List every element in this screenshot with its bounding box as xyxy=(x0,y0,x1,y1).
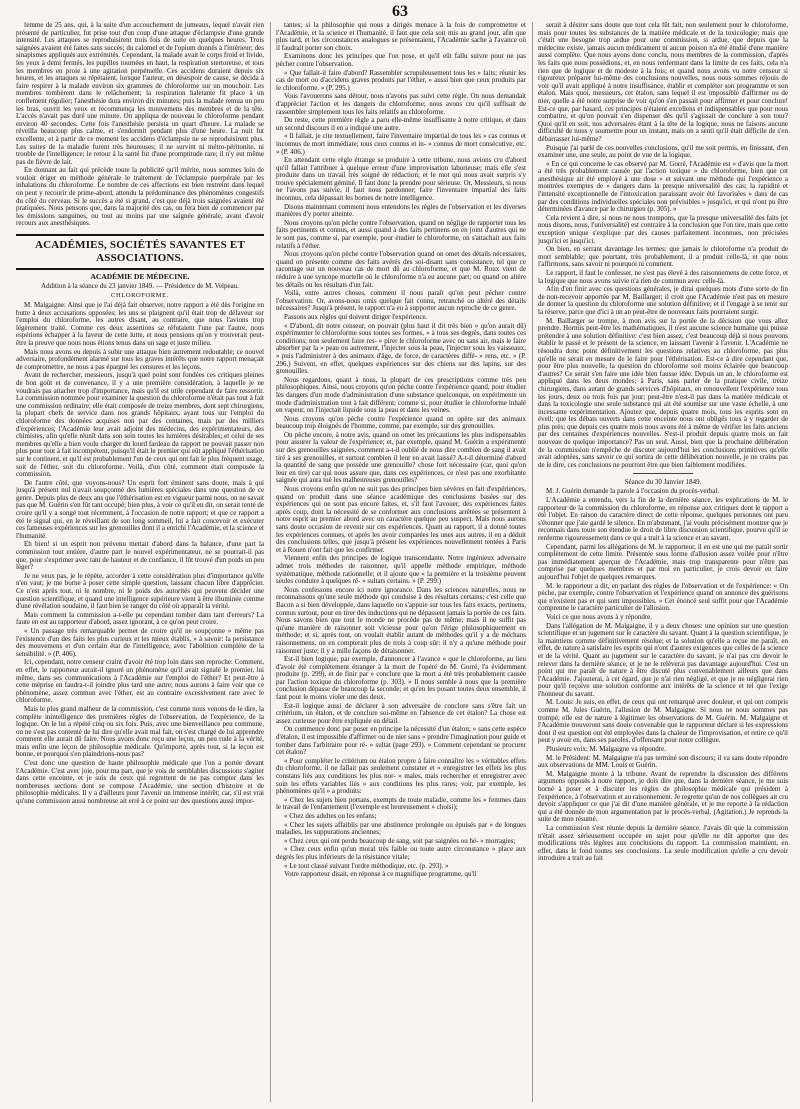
paragraph: Nous croyons qu'on pèche contre l'observation quand on omet des détails nécessaires, quand on présente comme des faits avérés des soi-disant sans consistance, tel que ce racontage sur un nouveau cas de mort dû au chloroforme, et que M. Roux vient de réduire à une syncope mortelle où le chloroforme n'a eu aucune part; ou quand on altère les détails ou les résultats d'un fait. xyxy=(276,250,526,289)
paragraph: Cependant, parmi les allégations de M. le rapporteur, il en est une qui me paraît sortir complètement de cette limite. Présentée sous forme d'allusion assez voilée pour n'être pas immédiatement aperçue de l'Académie, mais trop transparente pour n'être pas comprise par quelques membres et par moi en particulier, je crois devoir en faire aujourd'hui l'objet de quelques remarques. xyxy=(538,542,788,581)
paragraph: On commence donc par poser en principe la nécessité d'un étalon; » sans cette espèce d'étalon, il est impossible d'affirmer ou de nier sans » prendre l'imagination pour guide et tomber dans l'arbitraire pour ré- » sultat (page 293). » Comment cependant se procurer cet étalon? xyxy=(276,725,526,757)
paragraph: M. le Président: M. Malgaigne n'a pas terminé son discours; il va sans doute répondre aux observations de MM. Louis et Guérin. xyxy=(538,753,788,770)
paragraph: Votre rapporteur disait, en réponse à ce magnifique programme, qu'il xyxy=(284,870,477,879)
paragraph: M. Malgaigne monte à la tribune. Avant de reprendre la discussion des différens argumens opposés à notre rapport, je dois dire que, dans la dernière séance, je me suis borné à poser et à discuter les règles de philosophie médicale qui président à l'expérience, à l'observation et au raisonnement. Je regrette qu'un de nos collègues ait cru devoir s'appliquer ce que j'ai dit d'une manière générale, et je me reporte à la rédaction qui a été donnée de mon argumentation par le procès-verbal. (Agitation.) Je reprends la suite de mon résumé. xyxy=(538,769,788,824)
paragraph: Est-il logique aussi de déclarer à son adversaire de conclure sans s'être fait un critérium, un étalon, et de conclure soi-même en l'absence de cet étalon? La chose est assez curieuse pour être expliquée en détail. xyxy=(276,701,526,725)
column-rule xyxy=(270,22,271,1102)
paragraph: « En ce qui concerne le cas observé par M. Gorré, l'Académie est » d'avis que la mort a été très probablement causée par l'action toxique » du chloroforme, bien que cet anesthésique ait été employé à une dose » et suivant une méthode qui l'expérience a montrées exemptes de » dangers dans la presque universalité des cas; la rapidité et l'intensité exceptionnelle de l'intoxication paraissant avoir été favorisées » dans de cas par des conditions individuelles spéciales non prévisibles » jusqu'ici, et qui n'ont pu être déterminées d'avance par le chirurgien (p. 305). » xyxy=(538,159,788,214)
separator-rule xyxy=(633,473,693,474)
column-2 xyxy=(276,22,526,1102)
topic-title: CHLOROFORME. xyxy=(111,292,169,300)
paragraph: On pèche encore, à notre avis, quand on omet les précautions les plus indispensables pour assurer la valeur de l'expérience; et, par exemple, quand M. Guérin a expérimenté sur des grenouilles saignées, comment a-t-il oublié de nous dire combien de sang il avait tiré à ses grenouilles, et surtout combien il leur en avait laissé? A-t-il déterminé d'abord la quantité de sang que possède une grenouille? chose fort nécessaire (car, quoi qu'on leur en tire) car qui nous assure que, dans ces expériences, ce n'est pas une exorbitante saignée qui aura tué les malheureuses grenouilles? xyxy=(276,430,526,485)
paragraph: « Chez ceux qui ont perdu beaucoup de sang, soit par saignées ou hé- » morragies; xyxy=(284,836,516,845)
paragraph: Vous l'avouerons sans détour, nous n'avons pas suivi cette règle. On nous demandait d'apprécier l'action et les dangers du chloroforme; nous avons cru qu'il suffisait de rassembler simplement tous les faits relatifs au chloroforme. xyxy=(276,92,526,116)
column-1 xyxy=(16,22,264,1102)
paragraph: Le rapport, il faut le confesser, ne s'est pas élevé à des raisonnemens de cette force, et la logique que nous avons suivie n'a rien de commun avec celle-là. xyxy=(538,269,788,285)
paragraph: En donnant au fait qui précède toute la publicité qu'il mérite, nous sommes loin de vouloir ériger en méthode générale le traitement de l'éclampsie puerpérale par les inhalations du chloroforme. Le nombre de ces affections est bien restreint dans lequel on peut y recourir de prime-abord, attendu la prédominance des phénomènes congestifs du côté du cerveau. Si le succès a été si grand, c'est que déjà trois saignées avaient été pratiquées. Nous pensons que, dans la majorité des cas, on fera bien de commencer par les émissions sanguines, ou tout au moins par une saignée générale, avant d'avoir recours aux anesthésiques. xyxy=(16,166,264,228)
paragraph: Nous regardons, quant à nous, la plupart de ces prescriptions comme très peu philosophiques. Ainsi, nous croyons qu'on pèche contre l'expérience quand, pour étudier les dangers d'un mode d'administration d'une substance quelconque, on expérimente un mode d'administration tout à fait différent; comme si, pour étudier le chloroforme inhalé en vapeur, on l'injectait liquide sous la peau et dans les veines. xyxy=(276,375,526,415)
paragraph: L'Académie a entendu, vers la fin de la dernière séance, les explications de M. le rapporteur de la commission du chloroforme, en réponse aux critiques dont le rapport a été l'objet. En raison du caractère direct de cette réponse, quelques personnes ont paru s'étonner que j'aie gardé le silence. En m'abstenant, j'ai voulu précisément montrer que je reconnais dans toute son étendue le droit de libre discussion scientifique, pourvu qu'il se renferme rigoureusement dans ce qui a trait à la science et au savant. xyxy=(538,496,788,542)
paragraph: M. Louis: Je suis, en effet, de ceux qui ont remarqué avec douleur, et qui ont compris comme M. Jules Guérin, l'allusion de M. Malgaigne. Si nous ne nous sommes pas trompé, elle est de nature à légitimer les observations de M. Guérin. M. Malgaigne et l'Académie trouveront sans doute convenable que le rapporteur déclare si les expressions dont il est question ont été employées dans la chaleur de l'improvisation, et retire ce qu'il peut y avoir en, dans ses paroles, d'offensant pour notre collègue. xyxy=(538,698,788,745)
column-3 xyxy=(538,22,788,1102)
paragraph: femme de 25 ans, qui, à la suite d'un accouchement de jumeaux, lequel n'avait rien présenté de particulier, fut prise tout d'un coup d'une attaque d'éclampsie d'une grande intensité. Les attaques se reproduisirent trois fois de suite en quelques heures. Trois saignées avaient été faites sans succès; du calomel et de l'opium donnés à l'intérieur; des sinapismes appliqués aux extrémités. Cependant, la malade avait le corps froid et livide, les yeux à demi fermés, les pupilles tournées en haut, la respiration stertoreuse, et tous les membres en proie à une agitation perpétuelle. Ces accidens duraient depuis six heures, et les attaques se répétaient, lorsque l'auteur, en désespoir de cause, se décida à faire respirer à la malade environ six grammes de chloroforme sur un mouchoir. Les membres tombèrent dans le relâchement; la respiration haletante fit place à un ronflement régulier; l'anesthésie dura environ dix minutes; puis la malade remua un peu les bras, ouvrit les yeux et recommença les mouvemens des membres et de la tête. L'accès n'avait pas duré une minute. On appliqua de nouveau le chloroforme pendant environ 40 secondes. Cette fois l'anesthésie persista un quart d'heure. La malade se réveilla beaucoup plus calme, et s'endormit pendant plus d'une heure. La nuit fut excellente, et à partir de ce moment les accidens d'éclampsie ne se reproduisirent plus. Les suites de la maladie furent très heureuses; il ne survint ni métro-péritonite, ni trouble de l'intelligence; le retour à la santé fut d'une promptitude rare; il n'y eut même pas de fièvre de lait. xyxy=(16,22,264,166)
paragraph: M. le rapporteur a dit, en parlant des règles de l'observation et de l'expérience: « On pèche, par exemple, contre l'observation et l'expérience quand on annonce des guérisons qui n'existent pas et qui sont impossibles. » Cet énoncé seul suffit pour que l'Académie comprenne le caractère particulier de l'allusion. xyxy=(538,581,788,613)
paragraph: Eh bien! si un esprit non prévenu mettait d'abord dans la balance, d'une part la commission tout entière, d'autre part le nouvel expérimentateur, ne se pourrait-il pas que, pour s'exprimer avec tant de hauteur et de confiance, il fût trouvé d'un poids un peu léger? xyxy=(16,540,264,572)
column-rule xyxy=(532,22,533,1102)
session-line: Séance du 30 Janvier 1849. xyxy=(624,478,702,487)
paragraph: « Il fallait, je cite textuellement, faire l'inventaire impartial de tous les » cas connus et inconnus de mort immédiate; tous ceux connus et in- » connus de mort consécutive, etc. » (P. 406.) xyxy=(276,132,526,156)
paragraph: « Un passage très remarquable permet de croire qu'il ne soupçonne » même pas l'existence d'un des faits les plus curieux et les mieux établis, » à savoir: la persistance des mouvemens et d'un certain état de l'intelligence, avec l'abolition complète de la sensibilité. » (P. 406). xyxy=(16,626,264,658)
paragraph: « Le tout classé suivant l'ordre méthodique, etc. (p. 293). » xyxy=(284,861,449,870)
section-heading: ACADÉMIES, SOCIÉTÉS SAVANTES ET ASSOCIATIONS. xyxy=(16,234,264,270)
paragraph: « Chez les sujets affaiblis par une abstinence prolongée ou épuisés par » de longues maladies, les suppurations anciennes; xyxy=(276,820,526,837)
paragraph: C'est donc une question de haute philosophie médicale que l'on a portée devant l'Académie. C'est avec joie, pour ma part, que je vois de semblables discussions s'agiter dans cette enceinte, et je suis de ceux qui regrettent de ne pas compter dans les nombreuses sections dont se compose l'Académie, une section d'histoire et de philosophie médicales. Il y a d'ailleurs pour l'avenir un immense intérêt; car, s'il est vrai qu'une commission aussi nombreuse ait erré à ce point sur des questions aussi impor- xyxy=(16,759,264,806)
paragraph: serait à désirer sans doute que tout cela fût fait, non seulement pour le chloroforme, mais pour toutes les substances de la matière médicale et de la toxicologie; mais que c'était une besogne trop ardue pour une commission, si ardue, que depuis que la médecine existe, jamais aucun médicament ni aucun poison n'a été étudié d'une manière aussi complète. Que nous ayons donc conclu, nous membres de la commission, d'après les faits que nous possédions, et, en nous renfermant dans la limite de ces faits, cela n'a rien que de logique et de modeste à la fois; et quand nous avons vu notre censeur si rigoureux préparer lui-même des conclusions nouvelles, nous nous sommes réjouis de voir qu'il avait appliqué à notre insuffisance, établir et compléter son programme et son étalon. Mais quoi, messieurs, cet étalon, sans lequel il est impossible d'affirmer ou de nier, quelle a été notre surprise de voir qu'on s'en passait pour affirmer et pour conclure! Est-ce que, par hasard, ces principes n'étaient excellens et indispensables que pour nous combattre, et qu'on pouvait s'en dispenser dès qu'il s'agissait de conclure à son tour? Quoi qu'il en soit, nos adversaires étant à la tête de la logique, nous ne faisons aucune difficulté de nous y soumettre pour un instant, mais on a senti qu'il était difficile de s'en débarrasser lui-même? xyxy=(538,22,788,143)
paragraph: Nous croyons qu'on pèche contre l'observation, quand on néglige de rapporter tous les faits pertinents et connus, et aussi quand à des faits pertinens on en joint d'autres qui ne le sont pas, comme si, par exemple, pour étudier le chloroforme, on s'attachait aux faits relatifs à l'éther. xyxy=(276,218,526,250)
paragraph: Mais nous avons eu depuis à subir une attaque bien autrement redoutable; ce nouvel adversaire, profondément alarmé sur tous les graves intérêts que notre rapport menaçait de compromettre, ne nous a pas épargné les censures et les leçons. xyxy=(16,347,264,371)
academy-heading: ACADÉMIE DE MÉDECINE. xyxy=(90,272,190,282)
paragraph: Plusieurs voix: M. Malgaigne va répondre. xyxy=(546,745,666,754)
paragraph: Ici, cependant, notre censeur craint d'avoir été trop loin dans son reproche: Comment, en effet, le rapporteur aurait-il ignoré un phénomène qu'il avait signalé le premier, lui même, dans ses communications à l'Académie sur l'emploi de l'éther? Et peut-être à cette méprise en faudra-t-il joindre plus tard une autre; nous aurons à faire voir que ce phénomène, assez commun avec l'éther, est au contraire excessivement rare avec le chloroforme. xyxy=(16,658,264,705)
paragraph: Je ne veux pas, je le répète, accorder à cette considération plus d'importance qu'elle n'en vaut; je me borne à poser cette simple question, laissant chacun libre d'apprécier. Ce n'est après tout, ni le nombre, ni le poids des autorités qui peuvent décider une question scientifique, et quand une intelligence supérieure vient à être illuminée comme d'une révélation soudaine, il faut bien se ranger du côté où apparaît la vérité. xyxy=(16,571,264,611)
paragraph: La commission s'est réunie depuis la dernière séance. J'avais dit que la commission n'était assez sérieusement occupée en sujet pour qu'elle ne dût apporter que des modifications très légères aux conclusions du rapport. La commission maintient, en effet, dans le fond toutes ses conclusions. La seule modification qu'elle a cru devoir introduire a trait au fait xyxy=(538,823,788,863)
paragraph: Disons maintenant comment nous entendons les règles de l'observation et les diverses manières d'y porter atteinte. xyxy=(276,202,526,219)
paragraph: Dans l'allégation de M. Malgaigne, il y a deux choses: une opinion sur une question scientifique et un jugement sur le caractère du savant. Quant à la question scientifique, je la maintiens comme définitivement résolue; et la solution qu'elle a reçue me paraît, en effet, de nature à satisfaire les esprits qui n'ont d'autres exigences que celles de la science et de la vérité. Quant au jugement sur le caractère du savant, je n'ai pas cru devoir le relever dans la dernière séance, et je ne le relèverai pas davantage aujourd'hui. C'est un point qui me paraît de nature à être discuté plus convenablement ailleurs que dans l'Académie. J'ajouterai, à cet égard, que je n'ai rien négligé, et que je ne négligerai rien pour qu'il reçoive une solution conforme aux intérêts de la science et tel que l'exige l'honneur du savant. xyxy=(538,621,788,698)
paragraph: Voilà, entre autres choses, comment il nous paraît qu'on peut pécher contre l'observation. Or, avons-nous omis quelque fait connu, retranché ou altéré des détails nécessaires? Jusqu'à présent, le rapport n'a eu à supporter aucun reproche de ce genre. xyxy=(276,289,526,313)
paragraph: Nous croyons qu'on pèche contre l'expérience quand on opère sur des animaux beaucoup trop éloignés de l'homme, comme, par exemple, sur des grenouilles. xyxy=(276,414,526,431)
paragraph: Cela revient à dire, si nous ne nous trompons, que la presque universalité des faits (et nous disons, nous, l'universalité) est contraire à la conclusion que l'on tire, mais que cette exception unique s'explique par des causes parfaitement inconnues, non précisées jusqu'ici et jusqu'ici. xyxy=(538,213,788,245)
paragraph: Passons aux règles qui doivent diriger l'expérience. xyxy=(284,312,428,321)
paragraph: Examinons donc les principes que l'on pose, et qu'il eût fallu suivre pour ne pas pécher contre l'observation. xyxy=(276,52,526,68)
paragraph: « Chez des adultes ou les enfans; xyxy=(284,811,377,820)
paragraph: On bien, en serrant davantage les termes: que jamais le chloroforme n'a produit de mort semblable; que pourtant, très probablement, il a produit celle-là, et que nous l'affirmons, sans savoir ni pourquoi ni comment. xyxy=(538,245,788,269)
paragraph: Voici ce que nous avons à y répondre. xyxy=(546,612,653,621)
paragraph: De l'autre côté, que voyons-nous? Un esprit fort éminent sans doute, mais à qui jusqu'à présent nul n'avait soupçonné des lumières spéciales dans une question de ce genre. Depuis plus de deux ans que l'éthérisation est en vigueur parmi nous, on ne savait pas que M. Guérin s'en fût tant occupé; bien plus, à voir ce qu'il en dit, on serait tenté de croire qu'il y a songé tout récemment, à l'occasion de notre rapport; et que ce rapport a été le signal qui, en le réveillant de son long sommeil, lui a fait concevoir et exécuter ces fameuses expériences sur les grenouilles dont il a enrichi l'Académie, et la science et l'humanité. xyxy=(16,478,264,540)
paragraph: Nous confessons encore ici notre ignorance. Dans les sciences naturelles, nous ne reconnaissons qu'une seule méthode qui conduise à des résultats certains; c'est celle que Bacon a si bien développée, dans laquelle on s'appuie sur tous les faits exacts, pertinens, connus surtout, pour en tirer des inductions qui ne dépassent jamais la portée de ces faits. Nous savons bien que tout le monde ne procède pas de même; mais il ne suffit pas qu'une manière de raisonner soit vicieuse pour qu'on l'érige philosophiquement en méthode; et si, après tout, on voulait établir autant de méthodes qu'il y a de méchans raisonnemens, on en compterait plus de trois à coup sûr: il n'y a qu'une méthode pour raisonner juste; il y a mille façons de déraisonner. xyxy=(276,585,526,655)
paragraph: « Chez les sujets bien portans, exempts de toute maladie, comme les » femmes dans le travail de l'enfantement (l'exemple est heureusement » choisi); xyxy=(276,795,526,812)
paragraph: Viennent enfin des principes de logique transcendante. Notre ingénieux adversaire admet trois méthodes de raisonner, qu'il appelle méthode empirique, méthode systématique, méthode rationnelle; et il ajoute que « la première et la troisième peuvent seules conduire à quelques ré- » sultats certains. » (P. 299.) xyxy=(276,554,526,586)
paragraph: Puisque j'ai parlé de ces nouvelles conclusions, qu'il me soit permis, en finissant, d'en examiner une, une seule, au point de vue de la logique. xyxy=(538,143,788,160)
paragraph: « Que fallait-il faire d'abord? Rassembler scrupuleusement tous les » faits; réunir les cas de mort ou d'accidens graves produits par l'éther, » aussi bien que ceux produits par le chloroforme. » (P. 295.) xyxy=(276,68,526,92)
paragraph: Du reste, cette première règle a paru elle-même insuffisante à notre critique, et dans un second discours il en a indiqué une autre. xyxy=(276,116,526,132)
paragraph: « D'abord, dit notre censeur, on pouvait (plus haut il dit très bien » qu'on aurait dû) expérimenter le chloroforme sous toutes ses formes, » à tous ses degrés, dans toutes ces conditions; non seulement faire res- » pirer le chloroforme avec ou sans air, mais le faire absorber par la » peau ou autrement, l'injecter sous la peau, l'injecter sous les vaisseaux, » puis l'administrer à des animaux d'âge, de force, de caractères diffé- » rens, etc. » (P. 296.) Suivent, en effet, quelques expériences sur des chiens sur des lapins, sur des grenouilles. xyxy=(276,321,526,376)
session-line: Addition à la séance du 23 janvier 1849. — Présidence de M. Velpeau. xyxy=(41,282,239,291)
paragraph: M. Malgaigne: Ainsi que je l'ai déjà fait observer, notre rapport a été dès l'origine en butte à deux accusations opposées; les uns se plaignent qu'il était trop de défaveur sur l'emploi du chloroforme, les autres disant, au contraire, que nous l'avions trop légèrement traité. Comme ces deux assertions se réfutaient l'une par l'autre, nous espérions échapper à la faveur de cette lutte, et nous pensions qu'on y trouverait peut-être la preuve que nous nous étions tenus dans un sage et juste milieu. xyxy=(16,301,264,347)
paragraph: M. Baillarger se trompe, à mon avis sur la portée de la décision que vous allez prendre. Hormis peut-être les mathématiques, il n'est aucune science humaine qui puisse prétendre à une solution définitive: c'est bien assez, c'est beaucoup déjà si nous pouvons établir le passé et le présent de la science, en laissant l'avenir à l'avenir. L'Académie ne résoudra donc point définitivement les questions relatives au chloroforme, pas plus qu'elle ne serait en mesure de le faire pour l'éthérisation. Est-ce à dire cependant que, pour être plus nouvelle, la question du chloroforme soit moins éclairée que beaucoup d'autres? Ce serait s'en faire une idée bien fausse idée. Depuis un an, le chloroforme est appliqué dans les deux mondes; à Paris, sans parler de la pratique civile, treize chirurgiens, dans autant de grands services d'hôpitaux, en renouvellent l'expérience tous les jours, deux ou trois fois par jour; peut-être n'est-il pas dans la matière médicale et dans la toxicologie une seule substance qui ait été soumise sur une vaste échelle, à une incessante expérimentation. Ajoutez que, depuis quatre mois, tous les esprits sont en éveil; que les débats ouverts dans cette enceinte nous ont obligés tous à y regarder de plus près; que depuis ces quatre mois nous avons été à même de vérifier les faits anciens par des centaines d'expériences nouvelles. S'est-il produit depuis quatre mois un fait nouveau de quelque importance? Pas un seul. Aussi, bien que la prochaine délibération de la commission n'empêche de discuter aujourd'hui les conclusions primitives qu'elle avait adoptées, sans savoir ce qui sortira de cette délibération nouvelle, je ne crains pas de le dire, ces conclusions ne pourront être que bien faiblement modifiées. xyxy=(538,316,788,469)
paragraph: Avant de rechercher, messieurs, jusqu'à quel point sont fondées ces critiques pleines de bon goût et de convenance, il y a une première considération, à laquelle je ne voudrais pas attacher trop d'importance, mais qu'il est utile cependant de faire ressortir. La commission nommée pour examiner la question du chloroforme n'était pas tout à fait une commission ordinaire; elle était composée de treize membres, dont sept chirurgiens, la plupart chefs de service dans nos grands hôpitaux, ayant tous sur l'emploi du chloroforme des données acquises non par des centaines, mais par des milliers d'expériences; l'Académie leur avait adjoint des médecins, des expérimentateurs, des chimistes, afin qu'elle réunît dans son sein toutes les lumières désirables; et celui de ses membres qu'elle a bien voulu charger du lourd fardeau du rapport ne pouvait passer non plus pour tout à fait incompétent, puisqu'il était le premier qui eût appliqué l'éthérisation sur le continent, et qu'il est probablement l'un de ceux qui ont fait le plus fréquent usage, soit de l'éther, soit du chloroforme. Voilà, d'un côté, comment était composée la commission. xyxy=(16,371,264,479)
paragraph: Mais le plus grand malheur de la commission, c'est comme nous venons de le dire, la complète inintelligence des premières règles de l'observation, de l'expérience, de la logique. On le lui a répété cinq ou six fois. Puis, avec une bienveillance peu commune, on ne s'est pas contenté de lui dire qu'elle avait mal fait, on s'est chargé de lui apprendre comment elle aurait dû faire. Nous avons donc reçu une leçon, un peu rude à la vérité, mais enfin une leçon de philosophie médicale. Qu'importe, après tout, si la leçon est bonne, et pourquoi s'en plaindrions-nous pas? xyxy=(16,704,264,759)
paragraph: Afin d'en finir avec ces questions générales, je dirai quelques mots d'une sorte de fin de non-recevoir apportée par M. Baillarger; il croit que l'Académie n'est pas en mesure de donner la question du chloroforme une solution définitive; et il l'engage à se tenir sur la réserve, parce que d'ici à un an peut-être de nouveaux faits pourraient surgir. xyxy=(538,285,788,316)
paragraph: Nous croyons enfin qu'on ne suit pas des principes bien sévères en fait d'expériences, quand on produit dans une séance académique des conclusions basées sur des expériences qui ne sont pas encore faites, et, s'il faut l'avouer, des expériences faites après coup, dont la nécessité de se conformer aux conclusions arrêtées se présentent à notre esprit au premier abord avec un caractère quelque peu suspect. Mais nous aurons sans doute occasion de revenir sur ces expériences. Quant au rapport, il a donné toutes les expériences connues, et après les avoir comparées les unes aux autres, il en a déduit des conclusions telles, que jusqu'à présent les expériences nouvellement tentées à Paris et à Rouen n'ont fait que les confirmer. xyxy=(276,485,526,554)
paragraph: M. J. Guérin demande la parole à l'occasion du procès-verbal. xyxy=(546,487,720,496)
paragraph: « Chez ceux enfin qu'un moral très faible ou toute autre circonstance » place aux degrés les plus inférieurs de la résistance vitale; xyxy=(276,845,526,861)
paragraph: « Pour compléter le critérium ou étalon propre à faire connaître les » véritables effets du chloroforme, il ne fallait pas seulement constater et » enregistrer les effets les plus constans liés aux conditions les plus nor- » males, mais rechercher et enregistrer avec soin les effets variables liés » aux conditions les plus rares; voir, par exemple, les phénomènes qu'il » a produits: xyxy=(276,756,526,796)
paragraph: Mais comment la commission a-t-elle pu cependant tomber dans tant d'erreurs? La faute en est au rapporteur d'abord, assez ignorant, à ce qu'on peut croire. xyxy=(16,610,264,627)
paragraph: Est-il bien logique, par exemple, d'annoncer à l'avance « que le chloroforme, au lieu d'avoir été complètement étranger à la mort de l'opéré de M. Gorré, l'a évidemment produite (p. 299), et de finir par » conclure que la mort a été très probablement causée par l'action toxique du chloroforme (p. 303). » Il nous semble à nous que la première conclusion dépasse de beaucoup la seconde; et qu'en les posant toutes deux ensemble, il faut pour le moins violer une des deux. xyxy=(276,655,526,702)
paragraph: tantes; si la philosophie qui nous a dirigés menace à la fois de compromettre et l'Académie, et la science et l'humanité, il faut que cela soit mis au grand jour, afin que plus tard, et les circonstances analogues se présentaient, l'Académie sache à l'avance où il faudrait porter son choix. xyxy=(276,22,526,52)
page-number: 63 xyxy=(392,3,408,20)
paragraph: En attendant cette règle étrange se produire à cette tribune, nous avions cru d'abord qu'il fallait l'attribuer à quelque erreur d'une improvisation laborieuse; mais elle s'est produite dans un travail très soigné de rédaction; et le mot qui nous avait surpris s'y trouve spécialement géminé. Il faut donc la prendre pour sérieuse. Or, Messieurs, si nous ne l'avons pas suivie, il faut nous pardonner; faire l'inventaire impartial des faits inconnus, cela dépassait les bornes de notre intelligence. xyxy=(276,156,526,203)
